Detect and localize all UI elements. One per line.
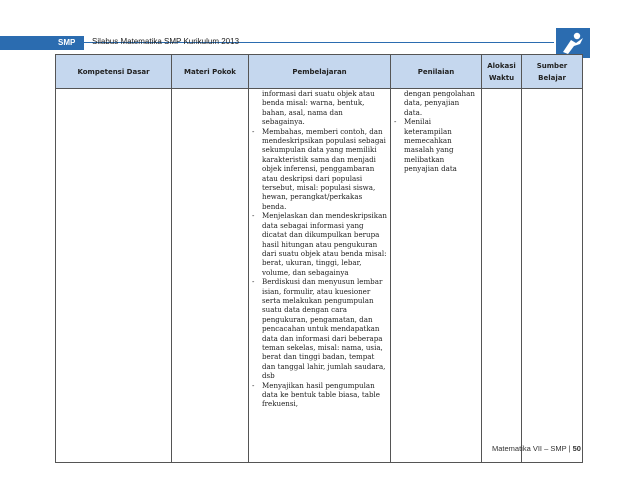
header-pembelajaran: Pembelajaran (249, 55, 391, 89)
cell-materi-pokok (172, 89, 249, 463)
syllabus-table (55, 54, 583, 463)
header-sumber-belajar: Sumber Belajar (522, 55, 583, 89)
table-header-row (56, 55, 583, 89)
cell-sumber-belajar (522, 89, 583, 463)
penilaian-item: - Menilai keterampilan memecahkan masalah yang melibatkan penyajian data (394, 117, 457, 174)
cell-pembelajaran (249, 89, 391, 463)
cell-alokasi-waktu (482, 89, 522, 463)
header-badge (0, 36, 84, 50)
footer-text: Matematika VII – SMP | (492, 444, 571, 453)
header-kompetensi-dasar: Kompetensi Dasar (56, 55, 172, 89)
pembelajaran-item: - Membahas, memberi contoh, dan mendeskripsikan populasi sebagai sekumpulan data yang memiliki karakteristik sama dan menjadi objek inferensi, penggambaran atau deskripsi dari populasi tersebut, misal: populasi siswa, hewan, perangkat/perkakas benda. (252, 126, 386, 211)
pembelajaran-item: - Menjelaskan dan mendeskripsikan data sebagai informasi yang dicatat dan dikumpulkan berupa hasil hitungan atau pengukuran dari suatu objek atau benda misal: berat, ukuran, tinggi, lebar, volume, dan sebagainya (252, 211, 387, 277)
header-penilaian: Penilaian (391, 55, 482, 89)
header-badge-label: SMP (58, 38, 76, 47)
cell-kompetensi-dasar (56, 89, 172, 463)
page-number: 50 (572, 444, 581, 453)
pembelajaran-item-text: Menjelaskan dan mendeskripsikan data sebagai informasi yang dicatat dan dikumpulkan berupa hasil hitungan atau pengukuran dari suatu objek atau benda misal: berat, ukuran, tinggi, lebar, volume, dan sebagainya (262, 211, 387, 277)
header-alokasi-waktu: Alokasi Waktu (482, 55, 522, 89)
pembelajaran-item: - Berdiskusi dan menyusun lembar isian, formulir, atau kuesioner serta melakukan pengumpulan suatu data dengan cara pengukuran, pengamatan, dan pencacahan untuk mendapatkan data dan informasi dari beberapa teman sekelas, misal: nama, usia, berat dan tinggi badan, tempat dan tanggal lahir, jumlah saudara, dsb (252, 277, 386, 381)
pembelajaran-item: - Menyajikan hasil pengumpulan data ke bentuk table biasa, table frekuensi, (252, 380, 380, 409)
penilaian-lead: dengan pengolahan data, penyajian data. (404, 89, 475, 117)
cell-penilaian (391, 89, 482, 463)
penilaian-item-text: Menilai keterampilan memecahkan masalah yang melibatkan penyajian data (404, 117, 457, 174)
pembelajaran-lead: informasi dari suatu objek atau benda misal: warna, bentuk, bahan, asal, nama dan sebagainya. (262, 89, 375, 127)
pembelajaran-item-text: Berdiskusi dan menyusun lembar isian, formulir, atau kuesioner serta melakukan pengumpulan suatu data dengan cara pengukuran, pengamatan, dan pencacahan untuk mendapatkan data dan informasi dari beberapa teman sekelas, misal: nama, usia, berat dan tinggi badan, tempat dan tanggal lahir, jumlah saudara, dsb (262, 277, 386, 381)
header-materi-pokok: Materi Pokok (172, 55, 249, 89)
pembelajaran-item-text: Menyajikan hasil pengumpulan data ke bentuk table biasa, table frekuensi, (262, 380, 380, 409)
header-title: Silabus Matematika SMP Kurikulum 2013 (92, 37, 240, 46)
table-row (56, 89, 583, 463)
page-footer (492, 444, 581, 454)
pembelajaran-item-text: Membahas, memberi contoh, dan mendeskripsikan populasi sebagai sekumpulan data yang memiliki karakteristik sama dan menjadi objek inferensi, penggambaran atau deskripsi dari populasi tersebut, misal: populasi siswa, hewan, perangkat/perkakas benda. (262, 126, 386, 211)
